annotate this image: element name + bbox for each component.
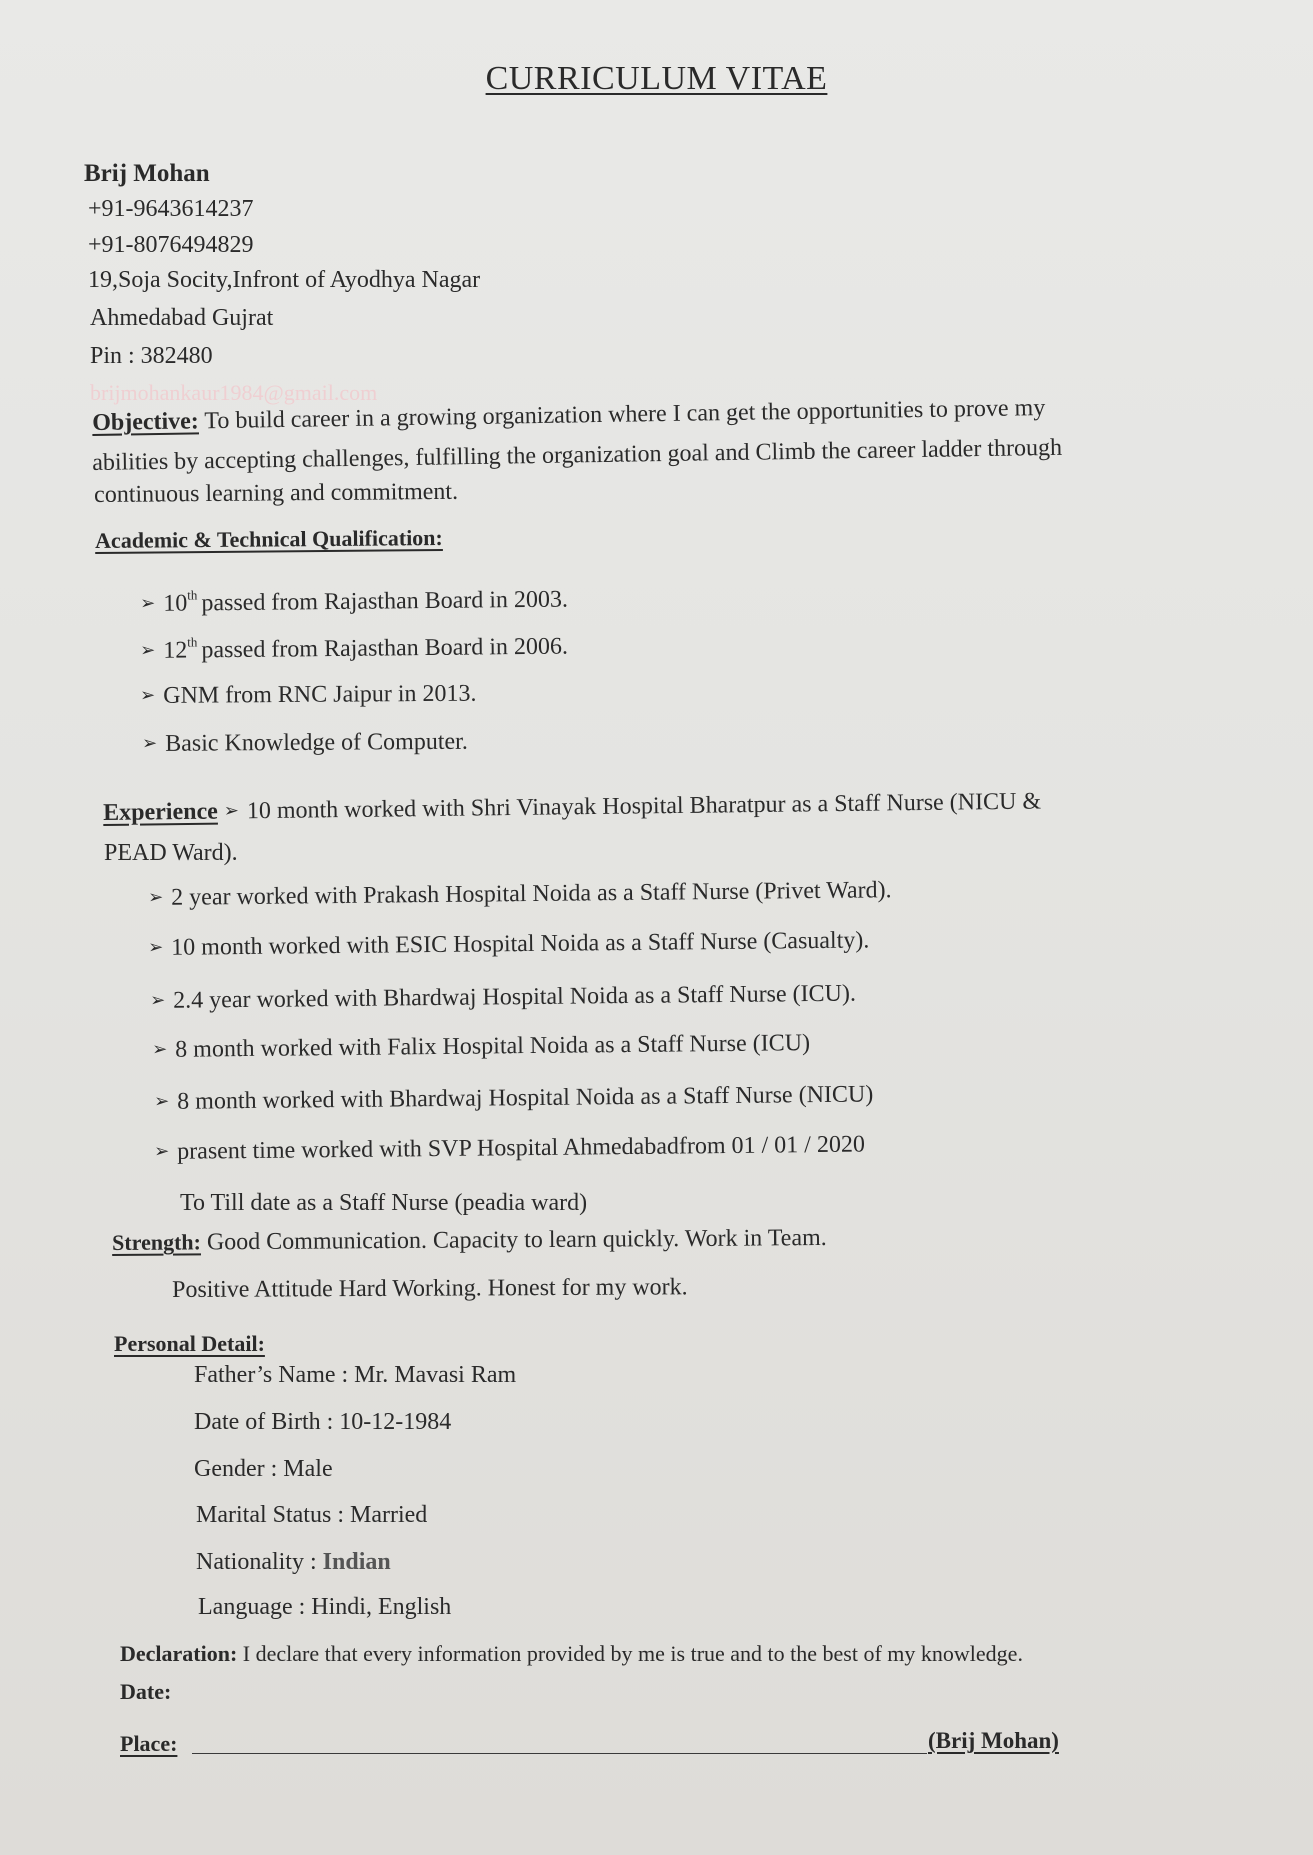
arrow-bullet-icon: ➢ [154,1090,170,1111]
phone-secondary: +91-8076494829 [88,232,254,258]
arrow-bullet-icon: ➢ [148,936,164,957]
email-faded: brijmohankaur1984@gmail.com [90,380,378,405]
academic-item-2: ➢ 12th passed from Rajasthan Board in 2006. [140,633,569,664]
arrow-bullet-icon: ➢ [154,1140,170,1161]
academic-item-3: ➢ GNM from RNC Jaipur in 2013. [140,680,477,709]
place-underline [192,1753,927,1754]
objective-label: Objective: [92,408,200,436]
strength-line-1: Strength: Good Communication. Capacity to learn quickly. Work in Team. [112,1225,827,1256]
place-label: Place: [120,1731,178,1756]
arrow-bullet-icon: ➢ [140,639,156,660]
experience-item-5: ➢ 8 month worked with Bhardwaj Hospital Noida as a Staff Nurse (NICU) [154,1081,874,1115]
declaration-label: Declaration: [120,1641,238,1666]
arrow-bullet-icon: ➢ [140,592,156,613]
experience-first-cont: PEAD Ward). [104,840,238,866]
experience-first-line: Experience ➢ 10 month worked with Shri Vinayak Hospital Bharatpur as a Staff Nurse (NICU & [103,788,1042,826]
address-line-1: 19,Soja Socity,Infront of Ayodhya Nagar [88,267,481,293]
fathers-name: Father’s Name : Mr. Mavasi Ram [194,1362,517,1388]
signature-name: (Brij Mohan) [928,1728,1059,1753]
arrow-bullet-icon: ➢ [223,800,239,821]
objective-line-2: abilities by accepting challenges, fulfilling the organization goal and Climb the career ladder through [92,434,1063,476]
marital-status: Marital Status : Married [196,1502,428,1528]
declaration-line: Declaration: I declare that every information provided by me is true and to the best of my knowledge. [120,1641,1023,1666]
personal-heading: Personal Detail: [114,1331,265,1356]
experience-label: Experience [103,798,218,826]
language: Language : Hindi, English [198,1594,452,1620]
arrow-bullet-icon: ➢ [150,989,166,1010]
strength-line-2: Positive Attitude Hard Working. Honest for my work. [172,1274,688,1303]
experience-item-1: ➢ 2 year worked with Prakash Hospital Noida as a Staff Nurse (Privet Ward). [148,877,892,911]
strength-label: Strength: [112,1229,202,1255]
academic-item-4: ➢ Basic Knowledge of Computer. [142,728,468,757]
candidate-name: Brij Mohan [84,160,210,187]
address-line-2: Ahmedabad Gujrat [90,305,274,331]
experience-item-3: ➢ 2.4 year worked with Bhardwaj Hospital Noida as a Staff Nurse (ICU). [150,980,857,1014]
experience-item-2: ➢ 10 month worked with ESIC Hospital Noida as a Staff Nurse (Casualty). [148,927,870,961]
nationality: Nationality : Indian [196,1549,391,1575]
academic-item-1: ➢ 10th passed from Rajasthan Board in 2003. [140,586,569,617]
date-label: Date: [120,1679,172,1704]
phone-primary: +91-9643614237 [88,196,254,222]
objective-line-3: continuous learning and commitment. [94,478,459,508]
pin-code: Pin : 382480 [90,343,213,369]
date-of-birth: Date of Birth : 10-12-1984 [194,1409,452,1435]
arrow-bullet-icon: ➢ [148,886,164,907]
experience-item-6: ➢ prasent time worked with SVP Hospital Ahmedabadfrom 01 / 01 / 2020 [154,1131,866,1165]
experience-item-4: ➢ 8 month worked with Falix Hospital Noida as a Staff Nurse (ICU) [152,1030,811,1063]
experience-last-cont: To Till date as a Staff Nurse (peadia ward) [180,1190,588,1216]
gender: Gender : Male [194,1456,333,1482]
arrow-bullet-icon: ➢ [140,684,156,705]
arrow-bullet-icon: ➢ [142,732,158,753]
document-title: CURRICULUM VITAE [485,60,828,97]
academic-heading: Academic & Technical Qualification: [95,524,443,553]
objective-text-1: To build career in a growing organization where I can get the opportunities to prove my [204,395,1046,435]
arrow-bullet-icon: ➢ [152,1038,168,1059]
